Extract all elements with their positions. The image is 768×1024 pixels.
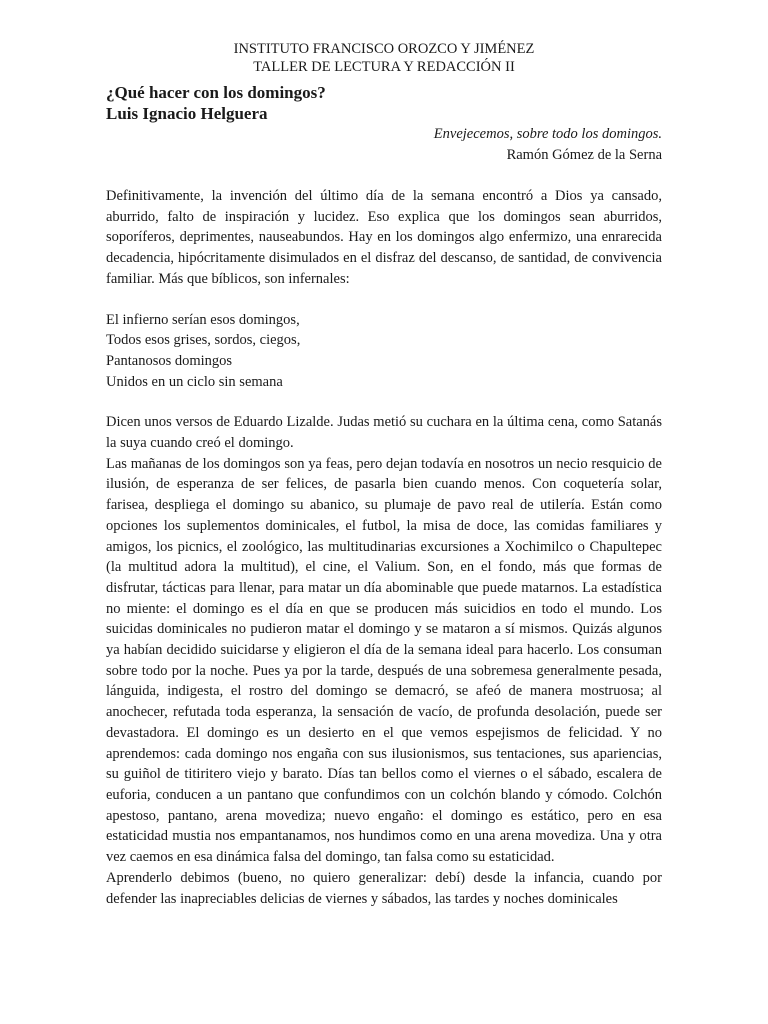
epigraph-author: Ramón Gómez de la Serna <box>506 147 662 163</box>
epigraph-quote: Envejecemos, sobre todo los domingos. <box>433 126 662 142</box>
article-author: Luis Ignacio Helguera <box>106 104 268 123</box>
article-title: ¿Qué hacer con los domingos? <box>106 83 326 102</box>
paragraph-4: Aprenderlo debimos (bueno, no quiero generalizar: debí) desde la infancia, cuando por defender las inapreciables delicias de viernes y sábados, las tardes y noches dominicales <box>106 869 662 907</box>
verse-line: Pantanosos domingos <box>106 352 233 369</box>
epigraph <box>106 124 662 166</box>
verse-line: Todos esos grises, sordos, ciegos, <box>106 332 301 349</box>
course-heading: TALLER DE LECTURA Y REDACCIÓN II <box>253 59 515 75</box>
paragraph-3: Las mañanas de los domingos son ya feas, pero dejan todavía en nosotros un necio resquicio de ilusión, de esperanza de ser felices, de pasarla bien cuando menos. Con coquetería solar, farisea, despliega el domingo su abanico, su plumaje de pavo real de utilería. Están como opciones los suplementos dominicales, el futbol, la misa de doce, las comidas familiares y amigos, los picnics, el zoológico, las multitudinarias excursiones a Xochimilco o Chapultepec (la multitud adora la multitud), el cine, el Valium. Son, en el fondo, más que formas de disfrutar, tácticas para llenar, para matar un día abominable que puede matarnos. La estadística no miente: el domingo es el día en que se producen más suicidios en todo el mundo. Los suicidas dominicales no pudieron matar el domingo y se mataron a sí mismos. Quizás algunos ya habían decidido suicidarse y eligieron el día de la semana ideal para hacerlo. Los consuman sobre todo por la noche. Pues ya por la tarde, después de una sobremesa generalmente pesada, lánguida, indigesta, el rostro del domingo se demacró, se afeó de manera mostruosa; al anochecer, refutada toda esperanza, la sensación de vacío, de profunda desolación, puede ser devastadora. El domingo es un desierto en el que vemos espejismos de felicidad. Y no aprendemos: cada domingo nos engaña con sus ilusionismos, sus tentaciones, sus apariencias, su guiñol de titiritero viejo y barato. Días tan bellos como el viernes o el sábado, escalera de euforia, conducen a un pantano que confundimos con un colchón blando y cómodo. Colchón apestoso, pantano, arena movediza; nuevo engaño: el domingo es estático, pero en esa estaticidad mustia nos empantanamos, nos hundimos como en una arena movediza. Una y otra vez caemos en esa dinámica falsa del domingo, tan falsa como su estaticidad. <box>106 455 662 866</box>
paragraph-2: Dicen unos versos de Eduardo Lizalde. Judas metió su cuchara en la última cena, como Satanás la suya cuando creó el domingo. <box>106 414 662 452</box>
verse-line: El infierno serían esos domingos, <box>106 311 300 328</box>
institution-heading: INSTITUTO FRANCISCO OROZCO Y JIMÉNEZ <box>233 41 535 57</box>
paragraph-1: Definitivamente, la invención del último día de la semana encontró a Dios ya cansado, aburrido, falto de inspiración y lucidez. Eso explica que los domingos sean aburridos, soporíferos, deprimentes, nauseabundos. Hay en los domingos algo enfermizo, una enrarecida decadencia, hipócritamente disimulados en el disfraz del descanso, de santidad, de convivencia familiar. Más que bíblicos, son infernales: <box>106 188 662 287</box>
document-page <box>106 40 662 909</box>
verse-line: Unidos en un ciclo sin semana <box>106 373 283 390</box>
verse-block <box>106 310 662 393</box>
